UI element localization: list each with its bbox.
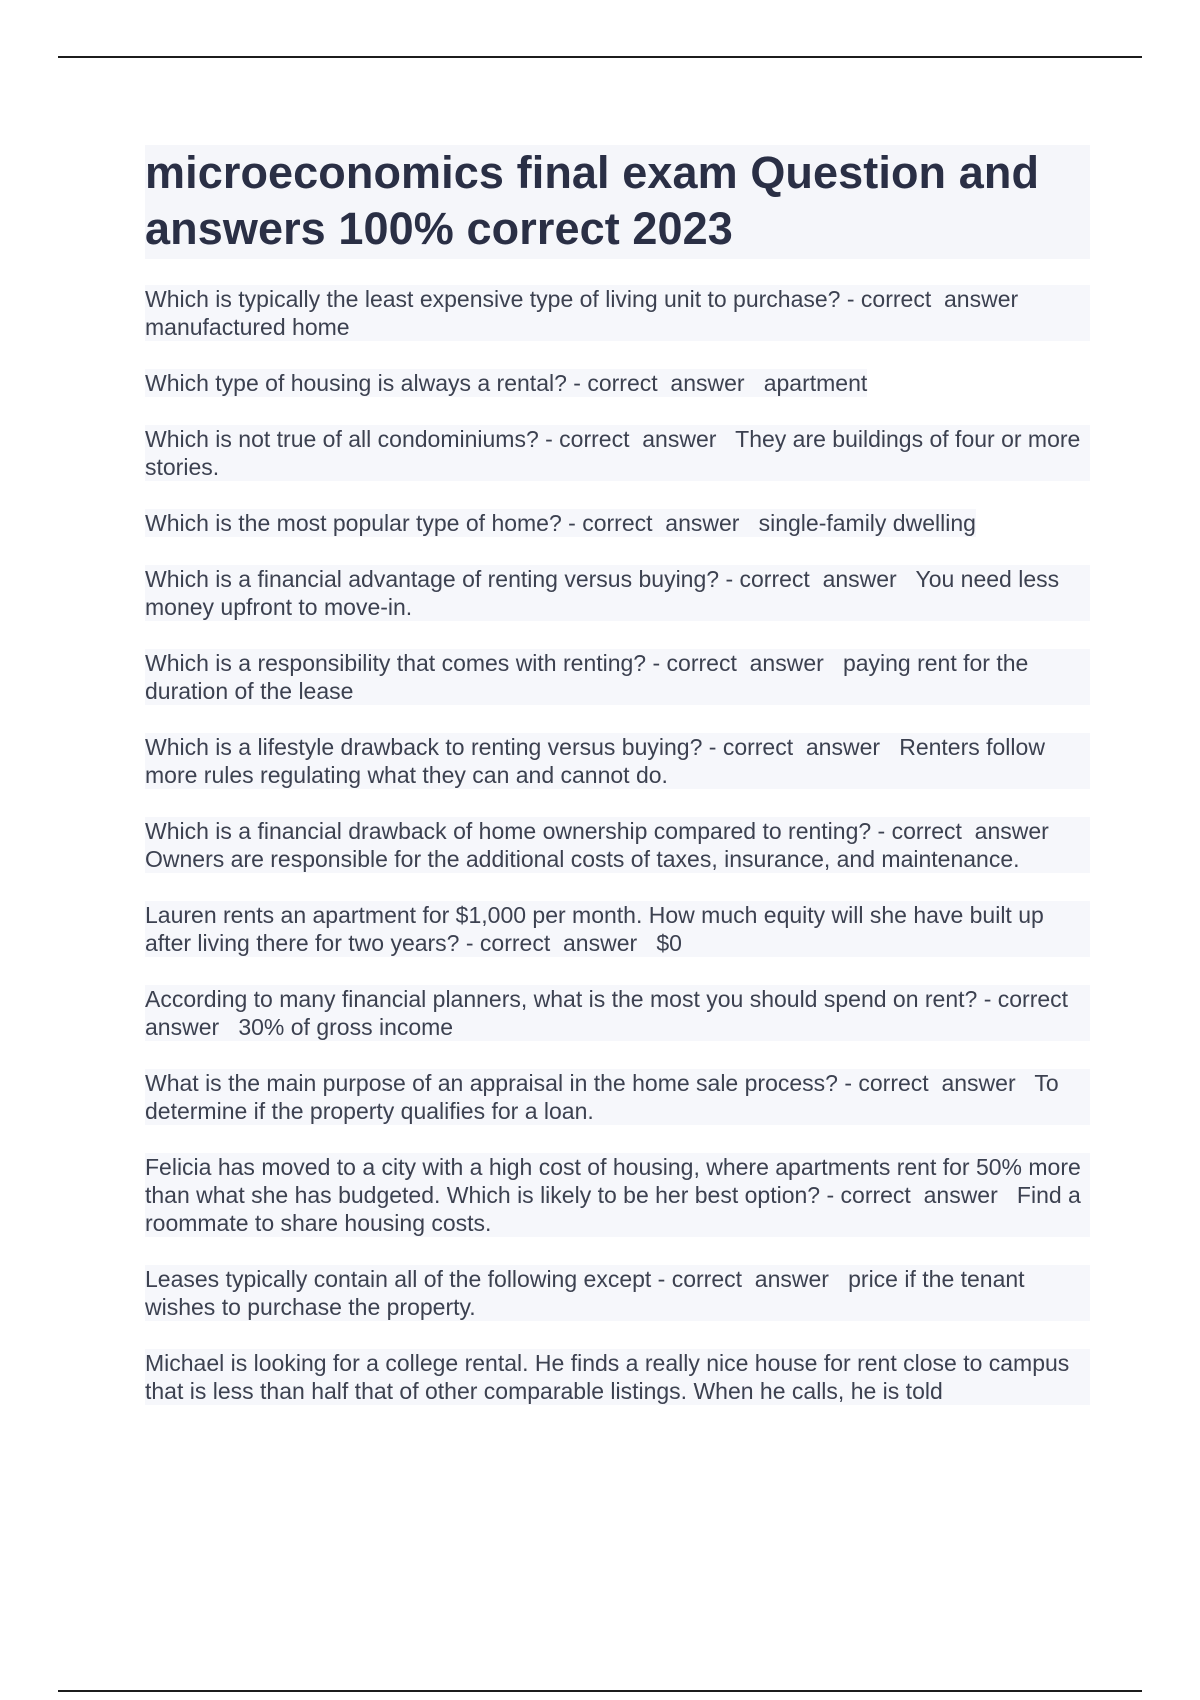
page-content: [145, 145, 1090, 1433]
answer-text: Find a roommate to share housing costs.: [145, 1182, 1088, 1236]
answer-separator: - correct answer: [837, 1070, 1035, 1096]
answer-text: To determine if the property qualifies for a loan.: [145, 1070, 1066, 1124]
qa-item: [145, 733, 1090, 789]
answer-separator: - correct answer: [719, 566, 916, 592]
qa-item: [145, 1153, 1090, 1237]
answer-separator: - correct answer: [145, 986, 1081, 1040]
answer-text: apartment: [763, 370, 868, 396]
answer-text: paying rent for the duration of the lease: [145, 650, 1035, 704]
answer-separator: - correct answer: [459, 930, 657, 956]
qa-item: [145, 509, 976, 537]
question-text: Which is a financial advantage of renting versus buying?: [145, 566, 720, 592]
qa-item: [145, 1069, 1090, 1125]
qa-item: [145, 1265, 1090, 1321]
question-text: Which is a lifestyle drawback to renting versus buying?: [145, 734, 703, 760]
question-text: Which type of housing is always a rental?: [145, 370, 567, 396]
question-text: According to many financial planners, what is the most you should spend on rent?: [145, 986, 978, 1012]
bottom-rule: [58, 1690, 1142, 1692]
question-text: Which is typically the least expensive type of living unit to purchase?: [145, 286, 841, 312]
answer-text: single-family dwelling: [758, 510, 976, 536]
question-text: Lauren rents an apartment for $1,000 per month. How much equity will she have built up after living there for two years?: [145, 902, 1051, 956]
question-text: Which is a responsibility that comes with renting?: [145, 650, 647, 676]
question-text: What is the main purpose of an appraisal in the home sale process?: [145, 1070, 838, 1096]
answer-text: manufactured home: [145, 314, 350, 340]
qa-item: [145, 817, 1090, 873]
qa-item: [145, 285, 1090, 341]
answer-text: They are buildings of four or more stories.: [145, 426, 1087, 480]
answer-text: You need less money upfront to move-in.: [145, 566, 1066, 620]
answer-separator: - correct answer: [538, 426, 736, 452]
document-title: microeconomics final exam Question and answers 100% correct 2023: [145, 147, 1040, 254]
answer-separator: - correct answer: [702, 734, 900, 760]
qa-item: [145, 565, 1090, 621]
qa-list: [145, 285, 1090, 1433]
qa-item: [145, 1349, 1090, 1405]
answer-separator: - correct answer: [646, 650, 843, 676]
question-text: Felicia has moved to a city with a high cost of housing, where apartments rent for 50% more than what she has budgeted. Which is likely to be her best option?: [145, 1154, 1088, 1208]
question-text: Which is a financial drawback of home ownership compared to renting?: [145, 818, 872, 844]
answer-text: Owners are responsible for the additional costs of taxes, insurance, and maintenance.: [145, 846, 1020, 872]
answer-text: 30% of gross income: [238, 1014, 454, 1040]
answer-separator: - correct answer: [871, 818, 1068, 844]
question-text: Leases typically contain all of the following except: [145, 1266, 652, 1292]
answer-separator: - correct answer: [840, 286, 1038, 312]
qa-item: [145, 425, 1090, 481]
question-text: Michael is looking for a college rental. He finds a really nice house for rent close to campus that is less than half that of other comparable listings. When he calls, he is told: [145, 1350, 1076, 1404]
qa-item: [145, 985, 1090, 1041]
qa-item: [145, 369, 867, 397]
qa-item: [145, 649, 1090, 705]
top-rule: [58, 56, 1142, 58]
question-text: Which is not true of all condominiums?: [145, 426, 539, 452]
answer-separator: - correct answer: [561, 510, 759, 536]
answer-text: Renters follow more rules regulating what they can and cannot do.: [145, 734, 1052, 788]
question-text: Which is the most popular type of home?: [145, 510, 562, 536]
title-block: [145, 145, 1090, 259]
answer-text: price if the tenant wishes to purchase the property.: [145, 1266, 1031, 1320]
answer-separator: - correct answer: [820, 1182, 1017, 1208]
answer-separator: - correct answer: [651, 1266, 849, 1292]
answer-separator: - correct answer: [566, 370, 764, 396]
qa-item: [145, 901, 1090, 957]
answer-text: $0: [656, 930, 682, 956]
